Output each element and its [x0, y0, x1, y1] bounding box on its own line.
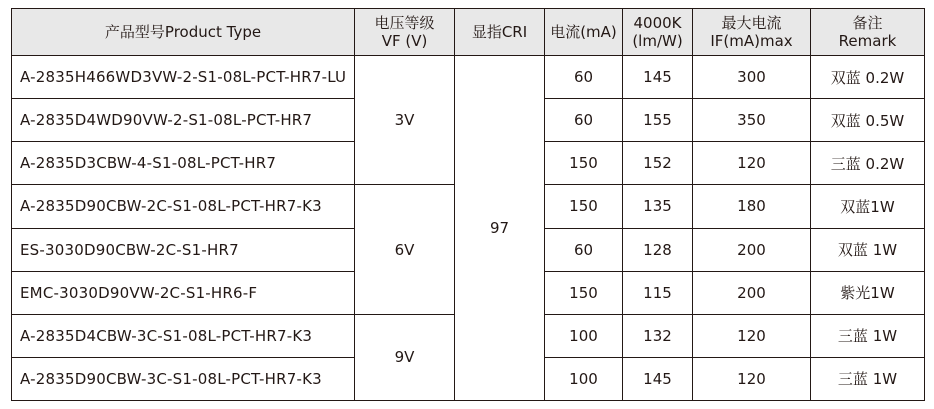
current-cell: 100 — [545, 314, 623, 357]
voltage-cell: 6V — [355, 185, 455, 314]
max-current-cell: 120 — [693, 357, 811, 400]
max-current-cell: 200 — [693, 228, 811, 271]
header-max-line2: IF(mA)max — [710, 32, 793, 50]
remark-cell: 三蓝 1W — [811, 357, 925, 400]
product-cell: A-2835D4WD90VW-2-S1-08L-PCT-HR7 — [12, 99, 355, 142]
max-current-cell: 200 — [693, 271, 811, 314]
cri-cell: 97 — [455, 56, 545, 401]
header-flux-line1: 4000K — [633, 14, 682, 32]
current-cell: 150 — [545, 271, 623, 314]
remark-cell: 紫光1W — [811, 271, 925, 314]
header-remark-line1: 备注 — [852, 14, 883, 32]
remark-cell: 双蓝 0.2W — [811, 56, 925, 99]
current-cell: 60 — [545, 228, 623, 271]
flux-cell: 145 — [623, 56, 693, 99]
current-cell: 60 — [545, 56, 623, 99]
current-cell: 100 — [545, 357, 623, 400]
remark-cell: 三蓝 1W — [811, 314, 925, 357]
flux-cell: 135 — [623, 185, 693, 228]
max-current-cell: 350 — [693, 99, 811, 142]
voltage-cell: 9V — [355, 314, 455, 400]
flux-cell: 152 — [623, 142, 693, 185]
flux-cell: 155 — [623, 99, 693, 142]
header-current: 电流(mA) — [545, 9, 623, 56]
header-luminous-efficacy — [623, 9, 693, 56]
product-cell: A-2835H466WD3VW-2-S1-08L-PCT-HR7-LU — [12, 56, 355, 99]
flux-cell: 132 — [623, 314, 693, 357]
product-cell: A-2835D90CBW-3C-S1-08L-PCT-HR7-K3 — [12, 357, 355, 400]
header-cri: 显指CRI — [455, 9, 545, 56]
header-remark — [811, 9, 925, 56]
remark-cell: 双蓝 1W — [811, 228, 925, 271]
header-remark-line2: Remark — [838, 32, 897, 50]
header-product-type: 产品型号Product Type — [12, 9, 355, 56]
remark-cell: 双蓝 0.5W — [811, 99, 925, 142]
max-current-cell: 120 — [693, 314, 811, 357]
current-cell: 150 — [545, 142, 623, 185]
current-cell: 60 — [545, 99, 623, 142]
header-voltage — [355, 9, 455, 56]
remark-cell: 双蓝1W — [811, 185, 925, 228]
header-flux-line2: (lm/W) — [632, 32, 683, 50]
max-current-cell: 120 — [693, 142, 811, 185]
voltage-cell: 3V — [355, 56, 455, 185]
table-header-row — [12, 9, 925, 56]
product-spec-table — [11, 8, 925, 401]
remark-cell: 三蓝 0.2W — [811, 142, 925, 185]
flux-cell: 128 — [623, 228, 693, 271]
product-cell: ES-3030D90CBW-2C-S1-HR7 — [12, 228, 355, 271]
product-cell: A-2835D90CBW-2C-S1-08L-PCT-HR7-K3 — [12, 185, 355, 228]
header-voltage-line2: VF (V) — [381, 32, 428, 50]
max-current-cell: 300 — [693, 56, 811, 99]
header-max-current — [693, 9, 811, 56]
max-current-cell: 180 — [693, 185, 811, 228]
product-cell: A-2835D4CBW-3C-S1-08L-PCT-HR7-K3 — [12, 314, 355, 357]
product-cell: A-2835D3CBW-4-S1-08L-PCT-HR7 — [12, 142, 355, 185]
product-cell: EMC-3030D90VW-2C-S1-HR6-F — [12, 271, 355, 314]
flux-cell: 115 — [623, 271, 693, 314]
table-row — [12, 56, 925, 99]
header-voltage-line1: 电压等级 — [374, 14, 435, 32]
flux-cell: 145 — [623, 357, 693, 400]
current-cell: 150 — [545, 185, 623, 228]
header-max-line1: 最大电流 — [721, 14, 782, 32]
